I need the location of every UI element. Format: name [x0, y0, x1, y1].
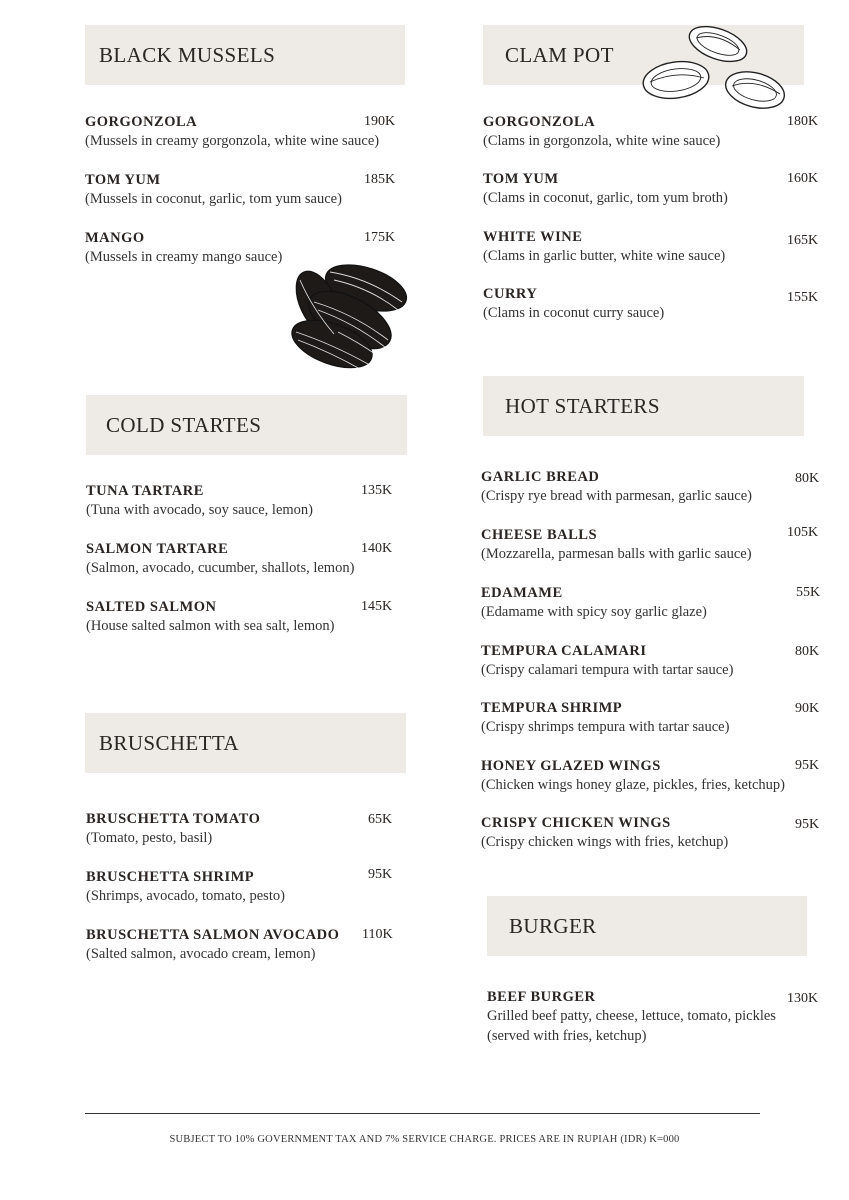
item-price: 130K — [787, 991, 819, 1006]
item-description: (Salted salmon, avocado cream, lemon) — [86, 946, 316, 962]
item-name: GORGONZOLA — [483, 114, 596, 130]
section-title: COLD STARTES — [106, 412, 262, 437]
item-price: 160K — [787, 171, 819, 186]
menu-item — [481, 584, 821, 622]
item-price: 55K — [796, 585, 821, 600]
item-name: SALTED SALMON — [86, 599, 217, 615]
menu-item — [86, 540, 393, 578]
clams-illustration — [640, 20, 790, 115]
item-name: GORGONZOLA — [85, 114, 198, 130]
item-description: (Mozzarella, parmesan balls with garlic sauce) — [481, 546, 752, 562]
section-title: BLACK MUSSELS — [99, 42, 276, 67]
menu-item — [85, 113, 396, 151]
item-description: (Clams in garlic butter, white wine sauce) — [483, 248, 726, 264]
item-price: 135K — [361, 483, 393, 498]
item-name: TEMPURA SHRIMP — [481, 700, 623, 716]
item-name: SALMON TARTARE — [86, 541, 229, 557]
item-name: MANGO — [85, 230, 145, 246]
menu-item — [481, 525, 819, 564]
item-name: BEEF BURGER — [487, 989, 596, 1005]
item-price: 105K — [787, 525, 819, 540]
item-name: CRISPY CHICKEN WINGS — [481, 815, 671, 831]
item-price: 190K — [364, 114, 396, 129]
item-description: (Mussels in creamy mango sauce) — [85, 249, 283, 265]
section-header-black-mussels — [85, 25, 405, 85]
menu-item — [85, 171, 396, 209]
item-name: GARLIC BREAD — [481, 469, 600, 485]
item-name: TEMPURA CALAMARI — [481, 643, 647, 659]
item-description: (Chicken wings honey glaze, pickles, fries, ketchup) — [481, 777, 786, 793]
item-description: (Crispy shrimps tempura with tartar sauce) — [481, 719, 730, 735]
item-name: TUNA TARTARE — [86, 483, 204, 499]
item-price: 155K — [787, 290, 819, 305]
item-price: 95K — [795, 817, 820, 832]
menu-item — [86, 598, 393, 636]
item-price: 180K — [787, 114, 819, 129]
menu-item — [481, 642, 820, 680]
item-description: (Tuna with avocado, soy sauce, lemon) — [86, 502, 313, 518]
item-price: 185K — [364, 172, 396, 187]
item-description: (Crispy calamari tempura with tartar sauce) — [481, 662, 734, 678]
item-description: Grilled beef patty, cheese, lettuce, tomato, pickles — [487, 1008, 776, 1024]
section-title: BRUSCHETTA — [99, 730, 239, 755]
item-name: BRUSCHETTA SHRIMP — [86, 869, 255, 885]
item-name: BRUSCHETTA SALMON AVOCADO — [86, 927, 340, 943]
item-price: 80K — [795, 471, 820, 486]
item-name: CHEESE BALLS — [481, 527, 598, 543]
item-description: (Clams in gorgonzola, white wine sauce) — [483, 133, 721, 149]
menu-item — [481, 757, 820, 795]
menu-item — [483, 113, 819, 151]
mussels-illustration — [278, 258, 413, 380]
section-title: CLAM POT — [505, 42, 614, 67]
section-title: HOT STARTERS — [505, 393, 660, 418]
item-price: 95K — [795, 758, 820, 773]
item-description: (Mussels in creamy gorgonzola, white wine sauce) — [85, 133, 380, 149]
item-price: 140K — [361, 541, 393, 556]
item-description: (Edamame with spicy soy garlic glaze) — [481, 604, 707, 620]
item-description: (Clams in coconut, garlic, tom yum broth) — [483, 190, 728, 206]
menu-item — [85, 229, 396, 267]
menu-item — [481, 699, 820, 737]
item-price: 145K — [361, 599, 393, 614]
menu-item — [86, 810, 393, 848]
menu-item — [86, 482, 393, 520]
item-price: 95K — [368, 867, 393, 882]
item-price: 65K — [368, 812, 393, 827]
section-header-burger — [487, 896, 807, 956]
section-header-hot-starters — [483, 376, 804, 436]
section-title: BURGER — [509, 913, 597, 938]
section-header-bruschetta — [85, 713, 406, 773]
item-description: (Crispy rye bread with parmesan, garlic sauce) — [481, 488, 752, 504]
item-name: TOM YUM — [85, 172, 161, 188]
item-description: (Shrimps, avocado, tomato, pesto) — [86, 888, 285, 904]
item-name: WHITE WINE — [483, 229, 583, 245]
menu-item — [481, 814, 820, 852]
item-description: (Tomato, pesto, basil) — [86, 830, 213, 846]
item-description: (Crispy chicken wings with fries, ketchup) — [481, 834, 729, 850]
menu-item — [481, 468, 820, 506]
item-price: 110K — [362, 927, 393, 942]
item-description: (Salmon, avocado, cucumber, shallots, lemon) — [86, 560, 355, 576]
menu-item — [483, 170, 819, 208]
item-name: CURRY — [483, 286, 538, 302]
item-price: 80K — [795, 644, 820, 659]
item-description: (Mussels in coconut, garlic, tom yum sauce) — [85, 191, 342, 207]
menu-item — [86, 867, 393, 906]
item-description-line-2: (served with fries, ketchup) — [487, 1028, 647, 1044]
item-name: EDAMAME — [481, 585, 563, 601]
item-price: 175K — [364, 230, 396, 245]
menu-item — [483, 285, 819, 323]
footer-note: SUBJECT TO 10% GOVERNMENT TAX AND 7% SERVICE CHARGE. PRICES ARE IN RUPIAH (IDR) K=000 — [169, 1134, 680, 1145]
item-price: 90K — [795, 701, 820, 716]
menu-item — [86, 926, 393, 964]
item-description: (Clams in coconut curry sauce) — [483, 305, 665, 321]
item-description: (House salted salmon with sea salt, lemon) — [86, 618, 335, 634]
item-name: TOM YUM — [483, 171, 559, 187]
item-name: HONEY GLAZED WINGS — [481, 758, 661, 774]
menu-item — [487, 988, 819, 1046]
item-price: 165K — [787, 233, 819, 248]
section-header-cold-starters — [86, 395, 407, 455]
item-name: BRUSCHETTA TOMATO — [86, 811, 261, 827]
menu-item — [483, 228, 819, 266]
footer-divider — [85, 1113, 760, 1114]
